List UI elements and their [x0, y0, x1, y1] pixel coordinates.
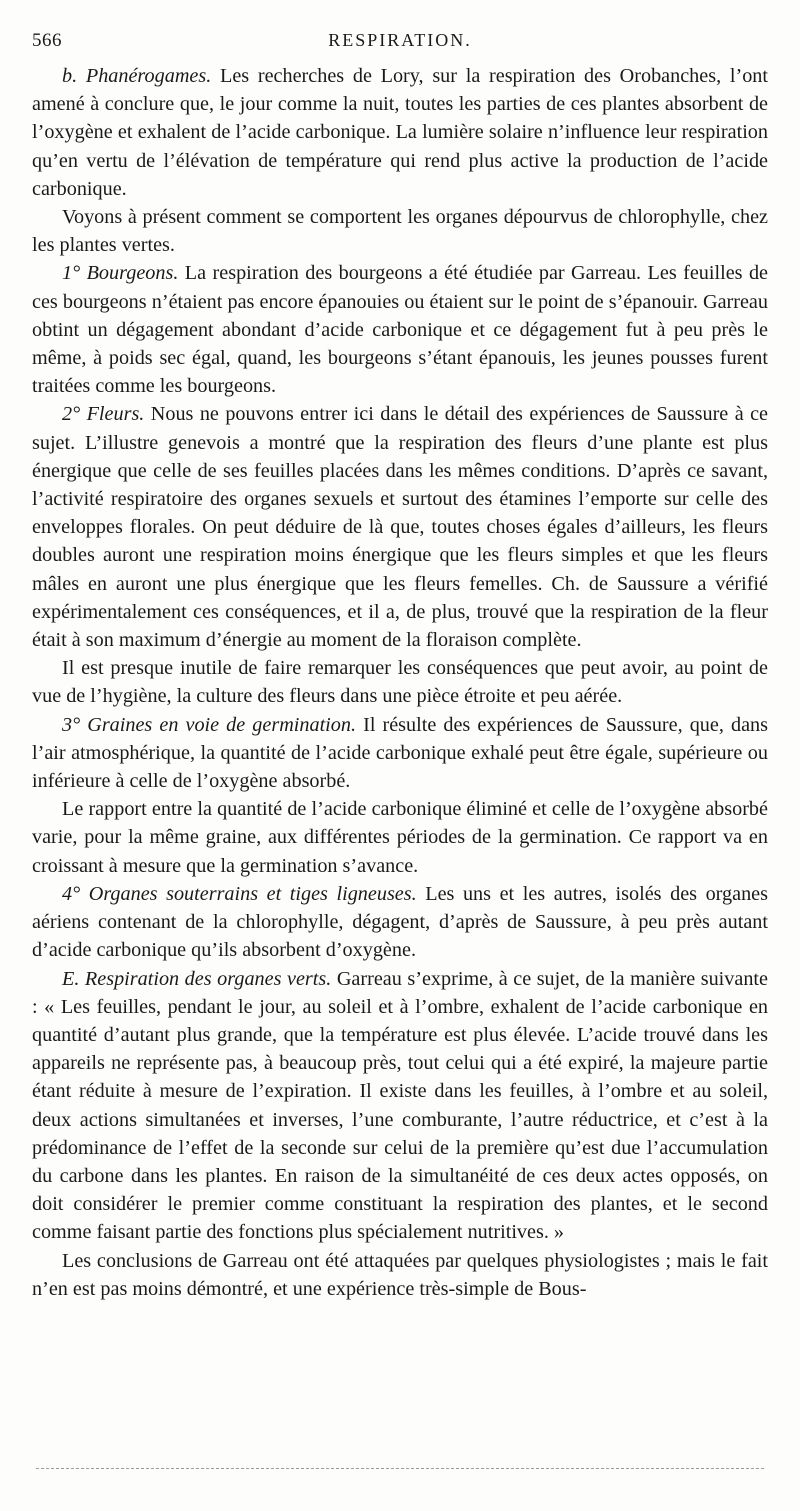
paragraph-lead: 1° Bourgeons.	[62, 262, 179, 285]
paragraph-lead: 3° Graines en voie de germination.	[62, 713, 357, 736]
paragraph-bourgeons	[32, 259, 768, 400]
paragraph-hygiene	[32, 654, 768, 710]
paragraph-text: La respiration des bourgeons a été étudiée par Garreau. Les feuilles de ces bourgeons n’étaient pas encore épanouies ou étaient sur le point de s’épanouir. Garreau obtint un dégagement abondant d’acide carbonique et ce dégagement fut à peu près le même, à poids sec égal, quand, les bourgeons s’étant épanouis, les jeunes pousses furent traitées comme les bourgeons.	[32, 262, 769, 398]
running-title: RESPIRATION.	[328, 30, 472, 50]
paragraph-fleurs	[32, 400, 768, 654]
paragraph-text: Il résulte des expériences de Saussure, que, dans l’air atmosphérique, la quantité de l’acide carbonique exhalé peut être égale, supérieure ou inférieure à celle de l’oxygène absorbé.	[32, 713, 768, 793]
paragraph-rapport	[32, 795, 768, 880]
paragraph-text: Les conclusions de Garreau ont été attaquées par quelques physiologistes ; mais le fait n’en est pas moins démontré, et une expérience très-simple de Bous-	[32, 1249, 768, 1300]
paragraph-lead: 4° Organes souterrains et tiges ligneuses.	[62, 882, 417, 905]
page-number: 566	[32, 30, 62, 51]
paragraph-text: Les uns et les autres, isolés des organes aériens contenant de la chlorophylle, dégagent, d’après de Saussure, à peu près autant d’acide carbonique qu’ils absorbent d’oxygène.	[32, 882, 768, 962]
paragraph-lead: E. Respiration des organes verts.	[62, 967, 332, 990]
paragraph-text: Il est presque inutile de faire remarquer les conséquences que peut avoir, au point de vue de l’hygiène, la culture des fleurs dans une pièce étroite et peu aérée.	[32, 657, 768, 708]
paragraph-text: Le rapport entre la quantité de l’acide carbonique éliminé et celle de l’oxygène absorbé varie, pour la même graine, aux différentes périodes de la germination. Ce rapport va en croissant à mesure que la germination s’avance.	[32, 798, 768, 877]
footer-rule	[36, 1468, 764, 1469]
paragraph-phanerogames	[32, 62, 768, 203]
paragraph-text: Les recherches de Lory, sur la respiration des Orobanches, l’ont amené à conclure que, le jour comme la nuit, toutes les parties de ces plantes absorbent de l’oxygène et exhalent de l’acide carbonique. La lumière solaire n’influence leur respiration qu’en vertu de l’élévation de température qui rend plus active la production de l’acide carbonique.	[32, 65, 768, 200]
paragraph-text: Nous ne pouvons entrer ici dans le détail des expériences de Saussure à ce sujet. L’illustre genevois a montré que la respiration des fleurs d’une plante est plus énergique que celle de ses feuilles placées dans les mêmes conditions. D’après ce savant, l’activité respiratoire des organes sexuels et surtout des étamines l’emporte sur celle des enveloppes florales. On peut déduire de là que, toutes choses égales d’ailleurs, les fleurs doubles auront une respiration moins énergique que les fleurs simples et que les fleurs mâles en auront une plus énergique que les fleurs femelles. Ch. de Saussure a vérifié expérimentalement ces conséquences, et il a, de plus, trouvé que la respiration de la fleur était à son maximum d’énergie au moment de la floraison complète.	[32, 403, 769, 652]
paragraph-text: Garreau s’exprime, à ce sujet, de la manière suivante : « Les feuilles, pendant le jour, au soleil et à l’ombre, exhalent de l’acide carbonique en quantité d’autant plus grande, que la température est plus élevée. L’acide trouvé dans les appareils ne représente pas, à beaucoup près, tout celui qui a été expiré, la majeure partie étant réduite à mesure de l’expiration. Il existe dans les feuilles, à l’ombre et au soleil, deux actions simultanées et inverses, l’une comburante, l’autre réductrice, et c’est à la prédominance de l’effet de la seconde sur celui de la première qu’est due l’accumulation du carbone dans les plantes. En raison de la simultanéité de ces deux actes opposés, on doit considérer le premier comme constituant la respiration des plantes, et le second comme faisant partie des fonctions plus spécialement nutritives. »	[32, 967, 768, 1244]
paragraph-lead: b. Phanérogames.	[62, 65, 212, 87]
paragraph-lead: 2° Fleurs.	[62, 403, 145, 426]
paragraph-text: Voyons à présent comment se comportent les organes dépourvus de chlorophylle, chez les plantes vertes.	[32, 206, 768, 257]
page-header	[32, 30, 768, 58]
paragraph-organes-verts	[32, 965, 768, 1247]
paragraph-organes-souterrains	[32, 880, 768, 965]
paragraph-organes-depourvus	[32, 203, 768, 259]
paragraph-graines	[32, 711, 768, 796]
text-body	[32, 62, 768, 1303]
paragraph-conclusions	[32, 1247, 768, 1303]
